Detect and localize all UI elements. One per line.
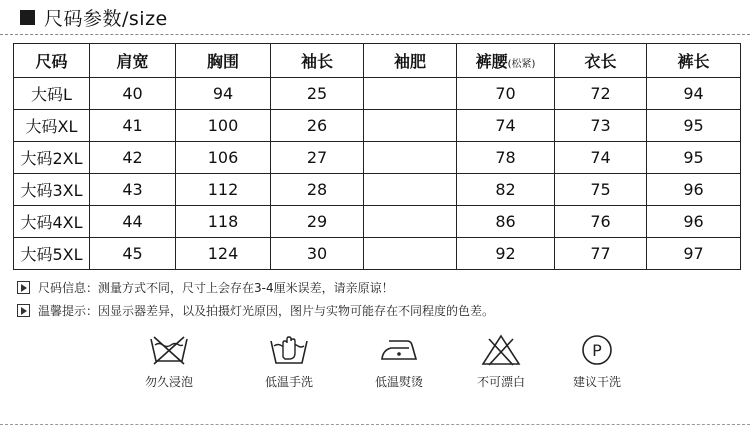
table-row (14, 110, 741, 142)
col-header-sleeve: 袖长 (271, 44, 364, 78)
low-iron-icon (377, 333, 421, 367)
care-item-hand-wash (244, 333, 334, 390)
table-cell: 100 (176, 110, 271, 142)
col-header-waist (457, 44, 555, 78)
top-divider (0, 34, 750, 35)
table-cell: 44 (90, 206, 176, 238)
care-label: 建议干洗 (572, 375, 621, 389)
care-item-no-bleach (456, 333, 546, 390)
table-cell: 40 (90, 78, 176, 110)
table-cell: 大码2XL (14, 142, 90, 174)
table-row (14, 78, 741, 110)
table-cell: 25 (271, 78, 364, 110)
waist-note: (松紧) (507, 59, 536, 70)
table-cell (364, 78, 457, 110)
dry-clean-icon (575, 333, 619, 367)
care-item-low-iron (354, 333, 444, 390)
col-header-length: 衣长 (555, 44, 647, 78)
care-label: 低温手洗 (264, 375, 313, 389)
waist-label: 裤腰 (475, 52, 508, 71)
table-cell: 106 (176, 142, 271, 174)
care-label: 勿久浸泡 (144, 375, 193, 389)
table-cell: 95 (647, 110, 741, 142)
table-row (14, 174, 741, 206)
table-cell: 大码XL (14, 110, 90, 142)
table-cell (364, 238, 457, 270)
care-label: 不可漂白 (476, 375, 525, 389)
table-cell: 73 (555, 110, 647, 142)
table-cell: 41 (90, 110, 176, 142)
size-table (13, 43, 741, 270)
table-cell: 74 (555, 142, 647, 174)
col-header-size: 尺码 (14, 44, 90, 78)
col-header-chest: 胸围 (176, 44, 271, 78)
table-cell: 70 (457, 78, 555, 110)
table-cell: 74 (457, 110, 555, 142)
bottom-divider (0, 424, 750, 425)
play-arrow-icon (17, 304, 30, 317)
table-cell: 26 (271, 110, 364, 142)
table-cell: 45 (90, 238, 176, 270)
title-square-icon (20, 10, 35, 25)
table-cell: 82 (457, 174, 555, 206)
table-cell: 94 (647, 78, 741, 110)
table-row (14, 142, 741, 174)
table-cell: 76 (555, 206, 647, 238)
table-row (14, 206, 741, 238)
warm-tip-text: 温馨提示：因显示器差异，以及拍摄灯光原因，图片与实物可能存在不同程度的色差。 (38, 304, 495, 318)
col-header-shoulder: 肩宽 (90, 44, 176, 78)
table-header-row (14, 44, 741, 78)
table-cell: 124 (176, 238, 271, 270)
care-item-no-soak (124, 333, 214, 390)
svg-text:P: P (592, 341, 602, 360)
table-cell: 78 (457, 142, 555, 174)
table-cell (364, 110, 457, 142)
table-cell: 43 (90, 174, 176, 206)
table-cell: 42 (90, 142, 176, 174)
no-soak-icon (147, 333, 191, 367)
table-cell: 大码3XL (14, 174, 90, 206)
table-cell: 大码L (14, 78, 90, 110)
play-arrow-icon (17, 281, 30, 294)
table-cell (364, 206, 457, 238)
table-cell: 27 (271, 142, 364, 174)
table-cell: 75 (555, 174, 647, 206)
table-cell: 112 (176, 174, 271, 206)
table-cell: 118 (176, 206, 271, 238)
size-info-text: 尺码信息：测量方式不同，尺寸上会存在3-4厘米误差，请亲原谅！ (38, 281, 394, 295)
care-label: 低温熨烫 (374, 375, 423, 389)
warm-tip-note (17, 302, 494, 319)
page-title: 尺码参数/size (44, 8, 168, 30)
table-cell: 77 (555, 238, 647, 270)
care-item-dry-clean (552, 333, 642, 390)
table-cell: 30 (271, 238, 364, 270)
hand-wash-icon (267, 333, 311, 367)
no-bleach-icon (479, 333, 523, 367)
table-cell: 97 (647, 238, 741, 270)
table-cell: 大码5XL (14, 238, 90, 270)
table-cell: 86 (457, 206, 555, 238)
table-cell (364, 142, 457, 174)
col-header-pants-length: 裤长 (647, 44, 741, 78)
table-cell: 94 (176, 78, 271, 110)
table-cell: 96 (647, 206, 741, 238)
table-cell: 28 (271, 174, 364, 206)
col-header-sleeve-width: 袖肥 (364, 44, 457, 78)
table-cell: 92 (457, 238, 555, 270)
table-cell: 29 (271, 206, 364, 238)
table-cell: 95 (647, 142, 741, 174)
table-row (14, 238, 741, 270)
table-cell: 大码4XL (14, 206, 90, 238)
table-cell: 96 (647, 174, 741, 206)
size-info-note (17, 279, 394, 296)
table-cell (364, 174, 457, 206)
table-cell: 72 (555, 78, 647, 110)
